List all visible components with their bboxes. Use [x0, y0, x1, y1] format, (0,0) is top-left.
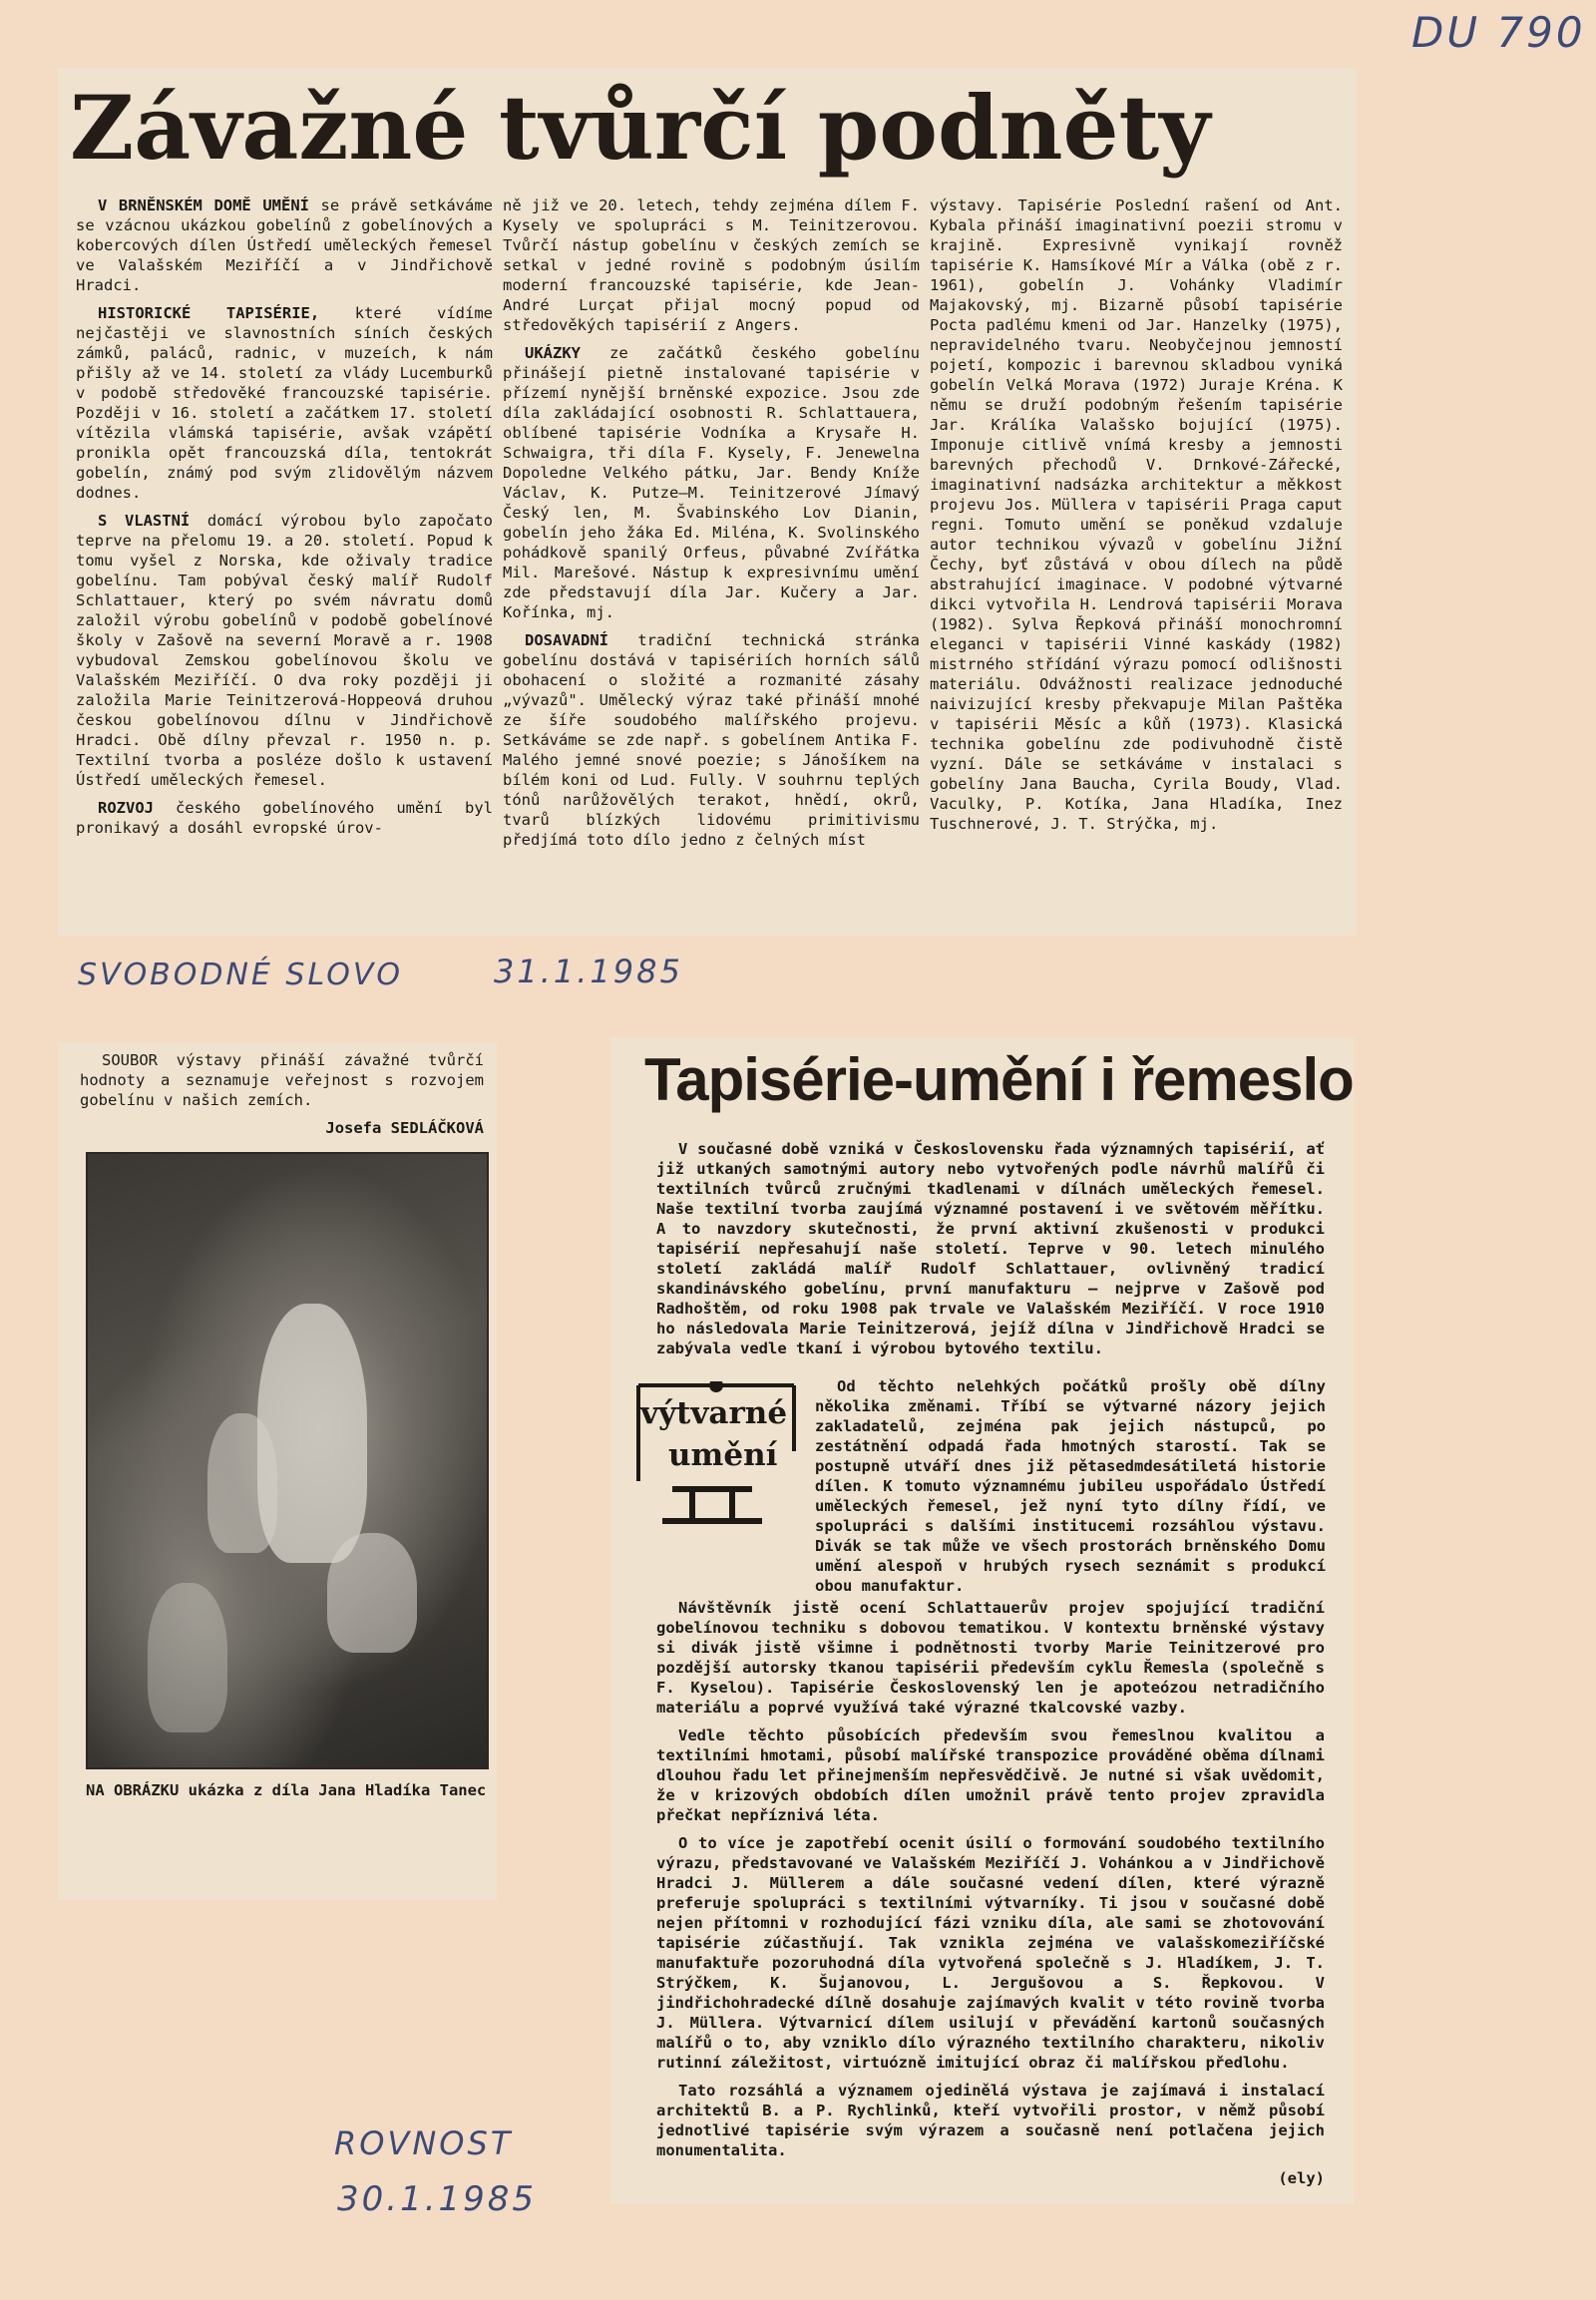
photo-caption: NA OBRÁZKU ukázka z díla Jana Hladíka Tanec [86, 1781, 487, 1799]
paragraph: V BRNĚNSKÉM DOMĚ UMĚNÍ se právě setkáváme se vzácnou ukázkou gobelínů z gobelínových a kobercových dílen Ústředí uměleckých řemesel ve Valašském Meziříčí a v Jindřichově Hradci. [76, 196, 493, 294]
article-2-signature: (ely) [1278, 2169, 1325, 2187]
article-2-lead [656, 1139, 1325, 1366]
article-2-body [656, 1598, 1325, 2196]
section-logo-line-2: umění [668, 1437, 778, 1473]
paragraph: HISTORICKÉ TAPISÉRIE, které vídíme nejčastěji ve slavnostních síních českých zámků, paláců, radnic, v muzeích, k nám přišly až ve 14. století za vlády Lucemburků v podobě středověké francouzské tapisérie. Později v 16. století a začátkem 17. století vítězila vlámská tapisérie, avšak vzápětí pronikla opět francouzská díla, tentokrát gobelín, známý pod svým zlidovělým názvem dodnes. [76, 304, 493, 502]
paragraph: S VLASTNÍ domácí výrobou bylo započato teprve na přelomu 19. a 20. století. Popud k tomu vyšel z Norska, kde oživaly tradice gobelínu. Tam pobýval český malíř Rudolf Schlattauer, který po svém návratu domů založil výrobu gobelínů v podobě gobelínové školy v Zašově na severní Moravě a r. 1908 vybudoval Zemskou gobelínovou školu ve Valašském Meziříčí. O dva roky později ji založila Marie Teinitzerová-Hoppeová druhou českou gobelínovou dílnu v Jindřichově Hradci. Obě dílny převzal r. 1950 n. p. Textilní tvorba a posléze došlo k ustavení Ústředí uměleckých řemesel. [76, 512, 493, 789]
article-clipping-1 [58, 68, 1357, 936]
paragraph: Tato rozsáhlá a významem ojedinělá výstava je zajímavá i instalací architektů B. a P. Rychlinků, kteří vytvořili prostor, v němž působí jednotlivé tapisérie svým výrazem a současně není potlačena jejich monumentalita. [656, 2082, 1325, 2159]
paragraph: Návštěvník jistě ocení Schlattauerův projev spojující tradiční gobelínovou techniku s dobovou tematikou. V kontextu brněnské výstavy si divák jistě všimne i podnětnosti tvorby Marie Teinitzerové pro pozdější autorsky tkanou tapisérii především cyklu Řemesla (společně s F. Kyselou). Tapisérie Československý len je apoteózou netradičního materiálu a poprvé využívá také výrazné tkalcovské vazby. [656, 1599, 1325, 1717]
paragraph: DOSAVADNÍ tradiční technická stránka gobelínu dostává v tapisériích horních sálů obohacení o složité a rozmanité zásahy „vývazů". Umělecký výraz také přináší mnohé ze šíře soudobého malířského projevu. Setkáváme se zde např. s gobelínem Antika F. Malého jemné snové poezie; s Jánošíkem na bílém koni od Lud. Fully. V souhrnu teplých tónů narůžovělých terakot, hnědí, okrů, tvarů blízkých lidovému primitivismu předjímá toto dílo jedno z čelných míst [503, 631, 920, 849]
article-1-author: Josefa SEDLÁČKOVÁ [325, 1119, 484, 1137]
paragraph: V současné době vzniká v Československu řada významných tapisérií, ať již utkaných samotnými autory nebo vytvořených podle návrhů malířů či textilních tvůrců zručnými tkadlenami v dílnách uměleckých řemesel. Naše textilní tvorba zaujímá významné postavení i ve světovém měřítku. A to navzdory skutečnosti, že první aktivní zkušenosti v produkci tapisérií nepřesahují naše století. Teprve v 90. letech minulého století zakládá malíř Rudolf Schlattauer, ovlivněný tradicí skandinávského gobelínu, první manufakturu — nejprve v Zašově pod Radhoštěm, od roku 1908 pak trvale ve Valašském Meziříčí. V roce 1910 ho následovala Marie Teinitzerová, jejíž dílna v Jindřichově Hradci se zabývala vedle tkaní i výrobou bytového textilu. [656, 1140, 1325, 1357]
article-1-column-1 [76, 195, 493, 846]
paragraph: UKÁZKY ze začátků českého gobelínu přinášejí pietně instalované tapisérie v přízemí nynější brněnské expozice. Jsou zde díla zakládající osobnosti R. Schlattauera, oblíbené tapisérie Vodníka a Krysaře H. Schwaigra, tři díla F. Kysely, F. Jenewelna Dopoledne Velkého pátku, Jar. Bendy Kníže Václav, K. Putze—M. Teinitzerové Jímavý Český len, M. Švabinského Lov Dianin, gobelín jeho žáka Ed. Miléna, K. Svolinského pohádkově spanilý Orfeus, půvabné Zvířátka Mil. Marešové. Nástup k expresivnímu umění zde představují díla Jar. Kučery a Jar. Kořínka, mj. [503, 344, 920, 621]
article-2-headline: Tapisérie-umění i řemeslo [644, 1046, 1354, 1113]
paragraph: Od těchto nelehkých počátků prošly obě dílny několika změnami. Tříbí se výtvarné názory jejich zakladatelů, zejména pak jejich nástupců, po zestátnění odpadá řada hmotných starostí. Tak se postupně utváří dnes již pětasedmdesátiletá historie dílen. K tomuto významnému jubileu uspořádalo Ústředí uměleckých řemesel, jež nyní tyto dílny řídí, ve spolupráci s dalšími institucemi rozsáhlou výstavu. Divák se tak může ve všech prostorách brněnského Domu umění alespoň v hrubých rysech seznámit s produkcí obou manufaktur. [815, 1377, 1326, 1595]
paragraph: ně již ve 20. letech, tehdy zejména dílem F. Kysely ve spolupráci s M. Teinitzerovou. Tvůrčí nástup gobelínu v českých zemích se setkal v jedné rovině s podobným úsilím moderní francouzské tapisérie, kde Jean-André Lurçat přijal mocný popud od středověkých tapisérií z Angers. [503, 196, 920, 334]
tapestry-photo [86, 1152, 489, 1769]
paragraph: SOUBOR výstavy přináší závažné tvůrčí hodnoty a seznamuje veřejnost s rozvojem gobelínu v našich zemích. [80, 1051, 484, 1109]
archive-reference: DU 790 [1411, 8, 1586, 57]
article-1-closing-paragraph [80, 1050, 484, 1146]
source-newspaper-2: ROVNOST [334, 2124, 514, 2162]
article-clipping-2 [610, 1037, 1354, 2204]
paragraph: výstavy. Tapisérie Poslední rašení od Ant. Kybala přináší imaginativní poezii stromu v krajině. Expresivně vynikají rovněž tapisérie K. Hamsíkové Mír a Válka (obě z r. 1961), gobelín J. Vohánky Vladimír Majakovský, mj. Bizarně působí tapisérie Pocta padlému kmeni od Jar. Hanzelky (1975), nepravidelného tvaru. Neobyčejnou jemností pojetí, kompozic i barevnou skladbou vyniká gobelín Velká Morava (1972) Juraje Kréna. K němu se druží podobným řešením tapisérie Jar. Králíka Valašsko bojující (1975). Imponuje citlivě vnímá kresby a jemnosti barevných přechodů V. Drnkové-Zářecké, imaginativní nadsázka architektur a měkkost projevu Jos. Müllera v tapisérii Praga caput regni. Tomuto umění se poněkud vzdaluje autor technikou vývazů v gobelínu Jižní Čechy, byť zůstává v obou dílech na půdě abstrahující imaginace. V podobné výtvarné dikci vytvořila H. Lendrová tapisérii Morava (1982). Sylva Řepková přináší monochromní eleganci v tapisérii Vinné kaskády (1982) mistrného střídání výrazu pomocí odlišnosti materiálu. Odvážnosti realizace jednoduché naivizující kresby překvapuje Milan Paštěka v tapisérii Měsíc a kůň (1973). Klasická technika gobelínu zde podivuhodně čistě vyzní. Dále se setkáváme v instalaci s gobelíny Jana Baucha, Cyrila Boudy, Vlad. Vaculky, P. Kotíka, Jana Hladíka, Inez Tuschnerové, J. T. Strýčka, mj. [930, 196, 1343, 833]
source-date-2: 30.1.1985 [337, 2179, 538, 2219]
source-newspaper-1: SVOBODNÉ SLOVO [78, 958, 403, 992]
article-1-column-3 [930, 195, 1343, 842]
article-1-column-2 [503, 195, 920, 858]
article-clipping-1-continuation [58, 1042, 497, 1900]
section-logo [632, 1381, 800, 1531]
paragraph: Vedle těchto působících především svou řemeslnou kvalitou a textilními hmotami, působí malířské transpozice prováděné oběma dílnami dlouhou řadu let přinejmenším nepřesvědčivě. Je nutné si však uvědomit, že v krizových obdobích dílen umožnil právě tento projev zpravidla přečkat nepříznivá léta. [656, 1726, 1325, 1824]
article-1-headline: Závažné tvůrčí podněty [70, 76, 1211, 180]
section-logo-line-1: výtvarné [640, 1395, 788, 1431]
paragraph: O to více je zapotřebí ocenit úsilí o formování soudobého textilního výrazu, představované ve Valašském Meziříčí J. Vohánkou a v Jindřichově Hradci J. Müllerem a dále současné vedení dílen, které výrazně preferuje spolupráci s textilními výtvarníky. Ti jsou v současné době nejen přítomni v rozhodující fázi vzniku díla, ale sami se zhotovování tapisérie zúčastňují. Tak vznikla zejména ve valašskomeziříčské manufaktuře pozoruhodná díla vytvořená společně s J. Hladíkem, J. T. Strýčkem, K. Šujanovou, L. Jergušovou a S. Řepkovou. V jindřichohradecké dílně dosahuje zajímavých kvalit v této rovině tvorba J. Müllera. Výtvarnicí dílem usilují v převádění kartonů současných malířů o to, aby vzniklo dílo výrazného textilního charakteru, nikoliv rutinní záležitost, virtuózně imitující obraz či malířskou předlohu. [656, 1834, 1325, 2072]
source-date-1: 31.1.1985 [494, 953, 683, 990]
article-2-paragraph-1 [815, 1376, 1326, 1604]
paragraph: ROZVOJ českého gobelínového umění byl pronikavý a dosáhl evropské úrov- [76, 799, 493, 837]
